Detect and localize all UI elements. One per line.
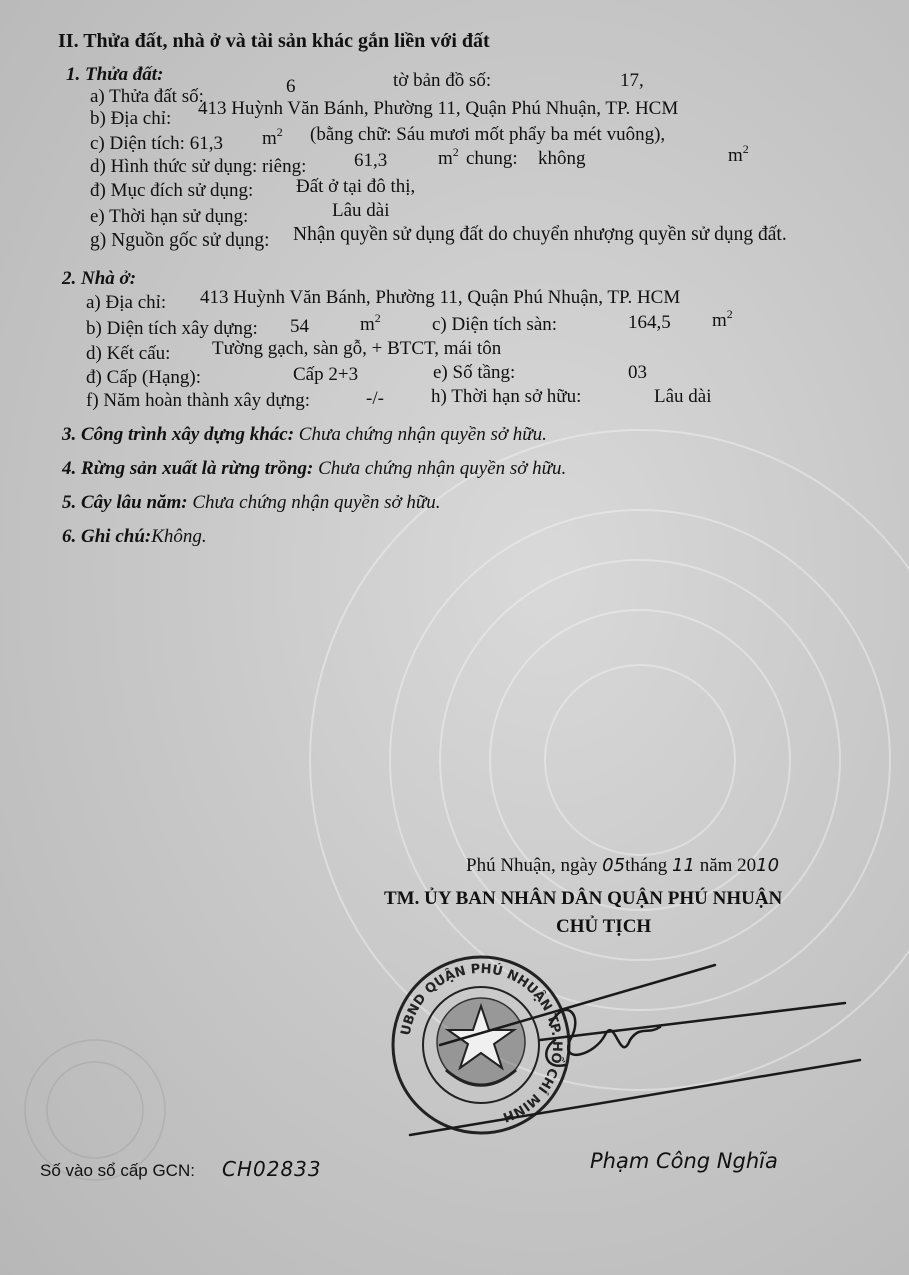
house-grade-value: Cấp 2+3 — [293, 364, 359, 385]
authority-title: TM. ỦY BAN NHÂN DÂN QUẬN PHÚ NHUẬN — [384, 888, 783, 909]
planted-forest-line: 4. Rừng sản xuất là rừng trồng: Chưa chứng nhận quyền sở hữu. — [62, 458, 567, 479]
land-use-common-value: không — [538, 148, 586, 169]
house-completion-label: f) Năm hoàn thành xây dựng: — [86, 390, 310, 411]
house-address-value: 413 Huỳnh Văn Bánh, Phường 11, Quận Phú Nhuận, TP. HCM — [200, 287, 681, 308]
land-origin-label: g) Nguồn gốc sử dụng: — [90, 230, 270, 251]
house-floors-label: e) Số tầng: — [433, 362, 516, 383]
section-title: II. Thửa đất, nhà ở và tài sản khác gắn liền với đất — [58, 30, 490, 52]
land-use-form-label: d) Hình thức sử dụng: riêng: — [90, 156, 307, 177]
land-area-unit: $m^2$ — [262, 125, 283, 149]
perennial-trees-line: 5. Cây lâu năm: Chưa chứng nhận quyền sở hữu. — [62, 492, 441, 513]
land-term-label: e) Thời hạn sử dụng: — [90, 206, 249, 227]
house-ownership-term-label: h) Thời hạn sở hữu: — [431, 386, 582, 407]
land-parcel-value: 6 — [286, 76, 296, 97]
land-address-label: b) Địa chỉ: — [90, 108, 172, 129]
note-line: 6. Ghi chú:Không. — [62, 526, 207, 547]
land-purpose-label: đ) Mục đích sử dụng: — [90, 180, 254, 201]
land-address-value: 413 Huỳnh Văn Bánh, Phường 11, Quận Phú Nhuận, TP. HCM — [198, 98, 679, 119]
signature-strokes — [380, 955, 880, 1155]
place-date-line: Phú Nhuận, ngày 05tháng 11 năm 2010 — [466, 855, 780, 876]
house-ownership-term-value: Lâu dài — [654, 386, 712, 407]
house-structure-value: Tường gạch, sàn gỗ, + BTCT, mái tôn — [212, 338, 502, 359]
land-use-private-value: 61,3 — [354, 150, 388, 171]
house-floor-area-label: c) Diện tích sàn: — [432, 314, 558, 335]
house-footprint-label: b) Diện tích xây dựng: — [86, 318, 258, 339]
land-use-private-unit: $m^2$ — [438, 145, 459, 169]
house-floors-value: 03 — [628, 362, 647, 383]
land-origin-value: Nhận quyền sử dụng đất do chuyển nhượng quyền sử dụng đất. — [293, 224, 787, 245]
land-heading: 1. Thửa đất: — [66, 64, 164, 85]
land-use-common-label: chung: — [466, 148, 518, 169]
signer-name: Phạm Công Nghĩa — [590, 1149, 778, 1173]
house-grade-label: đ) Cấp (Hạng): — [86, 367, 202, 388]
house-completion-value: -/- — [366, 388, 384, 409]
land-map-label: tờ bản đồ số: — [393, 70, 492, 91]
registration-number: CH02833 — [222, 1157, 322, 1181]
chairman-title: CHỦ TỊCH — [556, 916, 652, 937]
land-parcel-label: a) Thửa đất số: — [90, 86, 204, 107]
land-use-common-unit: $m^2$ — [728, 142, 749, 166]
land-area-words: (bằng chữ: Sáu mươi mốt phẩy ba mét vuông), — [310, 124, 666, 145]
house-heading: 2. Nhà ở: — [62, 268, 137, 289]
house-structure-label: d) Kết cấu: — [86, 343, 171, 364]
land-purpose-value: Đất ở tại đô thị, — [296, 176, 416, 197]
house-footprint-value: 54 — [290, 316, 309, 337]
house-floor-area-unit: $m^2$ — [712, 307, 733, 331]
land-map-value: 17, — [620, 70, 644, 91]
land-term-value: Lâu dài — [332, 200, 390, 221]
house-floor-area-value: 164,5 — [628, 312, 671, 333]
house-address-label: a) Địa chỉ: — [86, 292, 167, 313]
land-area-label: c) Diện tích: 61,3 — [90, 133, 223, 154]
house-footprint-unit: $m^2$ — [360, 311, 381, 335]
seal-text: UBND QUẬN PHÚ NHUẬN TP. HỒ CHÍ MINH — [398, 961, 565, 1125]
registration-label: Số vào sổ cấp GCN: — [40, 1161, 195, 1180]
other-construction-line: 3. Công trình xây dựng khác: Chưa chứng nhận quyền sở hữu. — [62, 424, 547, 445]
